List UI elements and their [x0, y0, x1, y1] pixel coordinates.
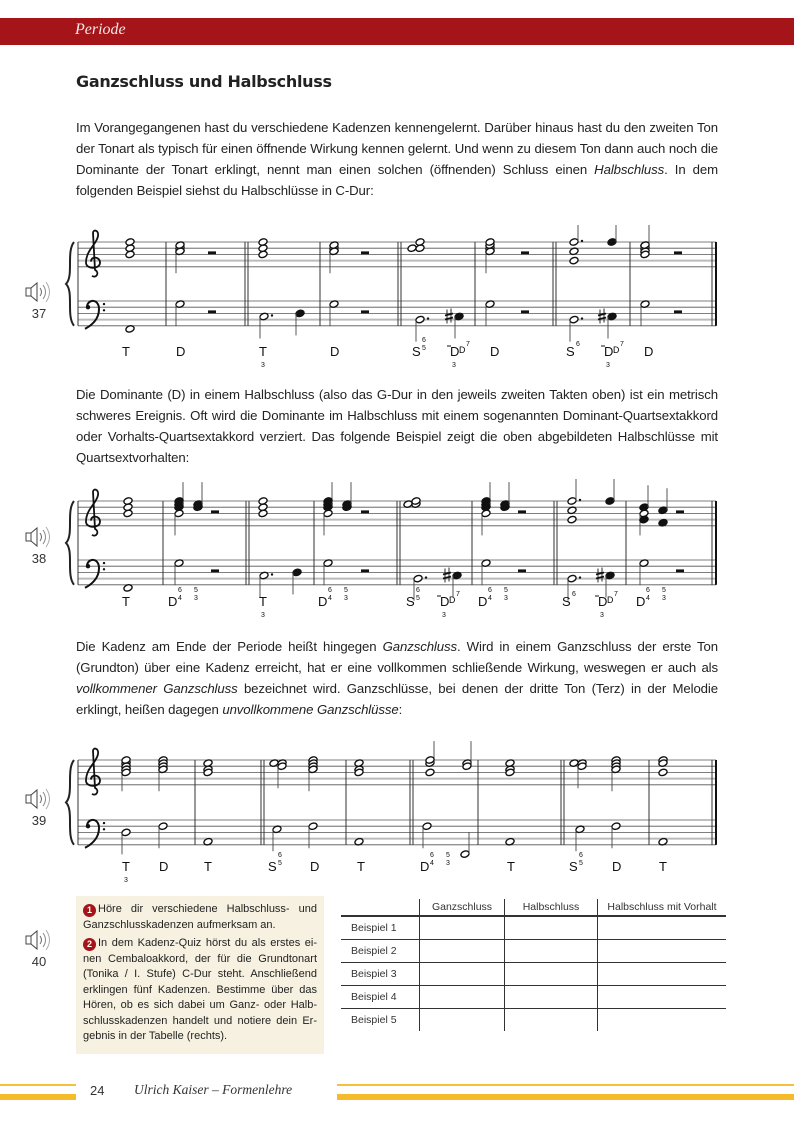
quarter-note: [292, 568, 302, 577]
superscript-line: 5: [278, 860, 282, 867]
sharp-sign: [445, 309, 453, 324]
quarter-note: [607, 238, 617, 247]
bass-clef-dot: [86, 305, 90, 309]
figured-bass-line: 3: [194, 595, 198, 602]
superscript-line: 4: [178, 595, 182, 602]
score-example-39: [0, 730, 794, 885]
section-title: Periode: [75, 21, 126, 38]
function-letter: T: [259, 594, 267, 609]
figured-bass: [446, 852, 450, 867]
brace: [66, 501, 74, 585]
figured-bass-line: 5: [662, 587, 666, 594]
function-subscript: 3: [452, 362, 456, 369]
quarter-note: [295, 309, 305, 318]
answer-table: [341, 899, 726, 1031]
function-symbol: [566, 341, 580, 359]
function-letter: T: [122, 594, 130, 609]
function-symbol: [420, 852, 450, 874]
superscript-line: 6: [178, 587, 182, 594]
function-letter: Dᴰ: [604, 344, 620, 359]
function-symbol: [168, 587, 198, 609]
treble-clef: [86, 749, 100, 795]
answer-cell[interactable]: [420, 1009, 505, 1032]
superscript-line: 7: [456, 591, 460, 598]
bass-clef-dot: [86, 564, 90, 568]
half-rest: [674, 310, 682, 313]
function-subscript: 3: [600, 612, 604, 619]
half-rest: [518, 510, 526, 513]
function-symbol: [310, 859, 319, 874]
function-superscript: [456, 591, 460, 598]
half-rest: [211, 510, 219, 513]
figured-bass: [504, 587, 508, 602]
half-note: [567, 574, 577, 583]
figured-bass-line: 5: [194, 587, 198, 594]
whole-note: [125, 238, 135, 247]
function-letter: D: [159, 859, 169, 874]
header-empty: [341, 899, 420, 916]
function-letter: T: [204, 859, 212, 874]
figured-bass: [662, 587, 666, 602]
function-letter: D: [330, 344, 340, 359]
function-subscript: 3: [261, 612, 265, 619]
paragraph-intro: [76, 117, 718, 201]
whole-note: [658, 768, 668, 777]
sharp-sign: [443, 568, 451, 583]
answer-cell[interactable]: [598, 986, 727, 1009]
augmentation-dot: [581, 317, 583, 319]
speaker-icon: [25, 928, 53, 952]
function-symbol: [176, 344, 185, 359]
function-superscript: [178, 587, 182, 602]
figured-bass-line: 5: [504, 587, 508, 594]
function-symbol: [122, 594, 130, 609]
function-subscript: 3: [606, 362, 610, 369]
answer-cell[interactable]: [505, 916, 598, 940]
answer-cell[interactable]: [420, 963, 505, 986]
function-superscript: [488, 587, 492, 602]
answer-cell[interactable]: [598, 940, 727, 963]
figured-bass-line: 5: [344, 587, 348, 594]
answer-cell[interactable]: [505, 1009, 598, 1032]
function-letter: D: [168, 594, 178, 609]
track-number: 39: [31, 813, 47, 828]
superscript-line: 7: [614, 591, 618, 598]
answer-cell[interactable]: [598, 963, 727, 986]
superscript-line: 6: [430, 852, 434, 859]
function-symbol: [636, 587, 666, 609]
whole-note: [567, 515, 577, 524]
half-rest: [208, 310, 216, 313]
half-rest: [676, 510, 684, 513]
half-note: [308, 822, 318, 831]
function-symbol: [562, 591, 576, 609]
header-halbschluss-vorhalt: Halbschluss mit Vorhalt: [598, 899, 727, 916]
function-letter: D: [310, 859, 320, 874]
whole-note: [258, 497, 268, 506]
function-letter: T: [122, 859, 130, 874]
figured-bass: [344, 587, 348, 602]
bass-clef-dot: [103, 568, 105, 570]
footer-rule: [337, 1084, 794, 1086]
function-subscript: 3: [124, 877, 128, 884]
superscript-line: 6: [422, 337, 426, 344]
function-letter: Dᴰ: [450, 344, 466, 359]
function-letter: S: [412, 344, 421, 359]
track-number: 38: [31, 551, 47, 566]
function-symbol: [659, 859, 667, 874]
bass-clef: [85, 560, 99, 588]
augmentation-dot: [579, 499, 581, 501]
brace: [66, 760, 74, 845]
quarter-note: [639, 515, 649, 524]
figured-bass-line: 3: [504, 595, 508, 602]
function-symbol: [357, 859, 365, 874]
quiz-instructions: [76, 896, 324, 1054]
treble-clef: [86, 490, 100, 536]
superscript-line: 7: [620, 341, 624, 348]
function-letter: D: [478, 594, 488, 609]
superscript-line: 6: [488, 587, 492, 594]
half-note: [413, 574, 423, 583]
whole-note: [258, 238, 268, 247]
task-1: [76, 896, 324, 933]
table-row: [341, 986, 726, 1009]
superscript-line: 5: [422, 345, 426, 352]
function-letter: T: [357, 859, 365, 874]
text: Die Kadenz am Ende der Periode heißt hingegen: [76, 639, 383, 654]
text: bezeichnet wird. Ganzschlüsse, bei denen der dritte Ton (Terz) in der Melodie erklingt, heißen dagegen: [76, 681, 718, 717]
function-letter: Dᴰ: [598, 594, 614, 609]
function-superscript: [430, 852, 434, 867]
brace: [66, 242, 74, 326]
half-rest: [361, 569, 369, 572]
figured-bass-line: 5: [446, 852, 450, 859]
emphasis-vollkommener: vollkommener Ganzschluss: [76, 681, 238, 696]
section-header-bar: [0, 18, 794, 45]
function-letter: D: [420, 859, 430, 874]
half-rest: [676, 569, 684, 572]
function-symbol: [478, 587, 508, 609]
header-ganzschluss: Ganzschluss: [420, 899, 505, 916]
function-superscript: [576, 341, 580, 348]
function-symbol: [204, 859, 212, 874]
function-superscript: [328, 587, 332, 602]
answer-cell[interactable]: [420, 986, 505, 1009]
function-letter: D: [176, 344, 186, 359]
whole-note: [415, 238, 425, 247]
augmentation-dot: [427, 317, 429, 319]
function-letter: T: [507, 859, 515, 874]
function-superscript: [614, 591, 618, 598]
bass-clef: [85, 301, 99, 329]
function-letter: Dᴰ: [440, 594, 456, 609]
figured-bass-line: 3: [662, 595, 666, 602]
half-rest: [518, 569, 526, 572]
table-row: [341, 963, 726, 986]
half-note: [158, 822, 168, 831]
half-note: [611, 822, 621, 831]
superscript-line: 6: [278, 852, 282, 859]
half-rest: [361, 251, 369, 254]
bass-clef-dot: [103, 822, 105, 824]
footer-rule: [0, 1084, 76, 1086]
half-note: [415, 315, 425, 324]
augmentation-dot: [271, 573, 273, 575]
audio-example-40[interactable]: [24, 928, 54, 969]
track-number: 37: [31, 306, 47, 321]
paragraph-ganzschluss: [76, 636, 718, 720]
half-rest: [521, 310, 529, 313]
function-subscript: 3: [261, 362, 265, 369]
function-superscript: [278, 852, 282, 867]
function-letter: S: [566, 344, 575, 359]
treble-clef: [86, 231, 100, 277]
half-note: [460, 850, 470, 859]
superscript-line: 7: [466, 341, 470, 348]
function-symbol: [318, 587, 348, 609]
function-symbol: [507, 859, 515, 874]
function-superscript: [620, 341, 624, 348]
half-note: [422, 822, 432, 831]
task-2-text: In dem Kadenz-Quiz hörst du als erstes einen Cembaloakkord, der für die Grundtonart (Tonika / I. Stufe) C-Dur steht. Anschließend erklingen fünf Kadenzen. Bestimme über das Hören, ob es sich dabei um Ganz- oder Halbschlusskadenzen handelt und notiere dein Ergebnis in der Tabelle (rechts).: [83, 937, 317, 1042]
function-symbol: [259, 594, 267, 619]
answer-cell[interactable]: [420, 916, 505, 940]
augmentation-dot: [579, 576, 581, 578]
task-number-badge: 2: [83, 938, 96, 951]
augmentation-dot: [425, 576, 427, 578]
row-label: Beispiel 5: [351, 1014, 397, 1026]
answer-cell[interactable]: [505, 963, 598, 986]
quarter-note: [605, 497, 615, 506]
table-row: [341, 916, 726, 940]
footer-rule: [0, 1094, 76, 1100]
function-symbol: [644, 344, 653, 359]
superscript-line: 4: [646, 595, 650, 602]
bass-clef-dot: [103, 828, 105, 830]
function-symbol: [412, 337, 426, 359]
function-symbol: [601, 341, 624, 369]
text: Im Vorangegangenen hast du verschiedene Kadenzen kennengelernt. Darüber hinaus hast du den zweiten Ton der Tonart als typisch für einen öffnende Wirkung kennen gelernt. Und wenn zu diesem Ton dann auch noch die Dominante der Tonart erklingt, nennt man einen solchen (öffnenden) Schluss einen: [76, 120, 718, 177]
function-symbol: [259, 344, 267, 369]
emphasis-unvollkommene: unvollkommene Ganzschlüsse: [222, 702, 399, 717]
function-superscript: [572, 591, 576, 598]
function-letter: D: [636, 594, 646, 609]
whole-note: [569, 256, 579, 265]
answer-cell[interactable]: [505, 940, 598, 963]
augmentation-dot: [581, 240, 583, 242]
half-note: [121, 828, 131, 837]
function-letter: T: [659, 859, 667, 874]
function-letter: S: [406, 594, 415, 609]
function-symbol: [612, 859, 621, 874]
superscript-line: 5: [416, 595, 420, 602]
function-letter: D: [490, 344, 500, 359]
text: :: [398, 702, 403, 717]
track-number: 40: [31, 954, 47, 969]
sharp-sign: [598, 309, 606, 324]
superscript-line: 5: [579, 860, 583, 867]
bass-clef-dot: [103, 562, 105, 564]
function-symbol: [122, 859, 130, 884]
figured-bass-line: 3: [446, 860, 450, 867]
answer-cell[interactable]: [420, 940, 505, 963]
superscript-line: 6: [576, 341, 580, 348]
score-example-38: [0, 470, 794, 620]
half-rest: [521, 251, 529, 254]
page-title: Ganzschluss und Halbschluss: [76, 72, 332, 91]
function-letter: S: [569, 859, 578, 874]
emphasis-ganzschluss: Ganzschluss: [382, 639, 457, 654]
figured-bass-line: 3: [344, 595, 348, 602]
superscript-line: 4: [430, 860, 434, 867]
row-label: Beispiel 4: [341, 986, 420, 1009]
sharp-sign: [596, 568, 604, 583]
text: . Wird in einem Ganzschluss der erste Ton (Grundton) über eine Kadenz erreicht, hat er eine vollkommen schließende Wirkung, weswegen er auch als: [76, 639, 719, 675]
function-superscript: [422, 337, 426, 352]
row-label: Beispiel 2: [341, 940, 420, 963]
function-symbol: [268, 852, 282, 874]
function-subscript: 3: [442, 612, 446, 619]
answer-cell[interactable]: [505, 986, 598, 1009]
superscript-line: 4: [328, 595, 332, 602]
score-example-37: [0, 225, 794, 370]
function-symbol: [159, 859, 168, 874]
half-note: [569, 238, 579, 247]
half-rest: [208, 251, 216, 254]
superscript-line: 6: [572, 591, 576, 598]
header-halbschluss: Halbschluss: [505, 899, 598, 916]
superscript-line: 6: [646, 587, 650, 594]
paragraph-dominant: Die Dominante (D) in einem Halbschluss (also das G-Dur in den jeweils zweiten Takten oben) ist ein metrisch schweres Ereignis. Oft wird die Dominante im Halbschluss mit einem sogenannten Dominant-Quartsextakkord oder Vorhalts-Quartsextakkord verziert. Das folgende Beispiel zeigt die oben abgebildeten Halbschlüsse mit Quartsextvorhalten:: [76, 387, 718, 465]
function-superscript: [466, 341, 470, 348]
bass-clef: [85, 820, 99, 848]
table-row: [341, 1009, 726, 1032]
augmentation-dot: [271, 314, 273, 316]
function-symbol: [595, 591, 618, 619]
half-note: [567, 497, 577, 506]
footer-rule: [337, 1094, 794, 1100]
bass-clef-dot: [103, 303, 105, 305]
half-rest: [361, 310, 369, 313]
function-letter: S: [562, 594, 571, 609]
function-symbol: [490, 344, 499, 359]
superscript-line: 4: [488, 595, 492, 602]
function-letter: T: [122, 344, 130, 359]
half-rest: [361, 510, 369, 513]
function-letter: D: [612, 859, 622, 874]
function-symbol: [437, 591, 460, 619]
half-rest: [674, 251, 682, 254]
row-label: Beispiel 3: [341, 963, 420, 986]
function-superscript: [416, 587, 420, 602]
task-2: [76, 936, 324, 1045]
half-note: [569, 315, 579, 324]
book-title: Ulrich Kaiser – Formenlehre: [134, 1082, 293, 1097]
function-superscript: [646, 587, 650, 602]
row-label: Beispiel 1: [341, 916, 420, 940]
function-letter: S: [268, 859, 277, 874]
function-symbol: [447, 341, 470, 369]
function-superscript: [579, 852, 583, 867]
bass-clef-dot: [103, 309, 105, 311]
answer-cell[interactable]: [598, 916, 727, 940]
function-letter: D: [318, 594, 328, 609]
whole-note: [425, 768, 435, 777]
task-number-badge: 1: [83, 904, 96, 917]
figured-bass: [194, 587, 198, 602]
function-symbol: [330, 344, 339, 359]
table-header-row: [341, 899, 726, 916]
function-symbol: [122, 344, 130, 359]
table-row: [341, 940, 726, 963]
superscript-line: 6: [416, 587, 420, 594]
half-rest: [211, 569, 219, 572]
function-letter: D: [644, 344, 654, 359]
text: . In dem folgenden Beispiel siehst du Halbschlüsse in C-Dur:: [76, 162, 718, 198]
page-number: 24: [90, 1083, 105, 1098]
function-symbol: [569, 852, 583, 874]
whole-note: [123, 497, 133, 506]
task-1-text: Höre dir verschiedene Halbschluss- und Ganzschlusskadenzen aufmerksam an.: [83, 903, 317, 931]
function-letter: T: [259, 344, 267, 359]
emphasis-halbschluss: Halbschluss: [594, 162, 665, 177]
answer-cell[interactable]: [598, 1009, 727, 1032]
superscript-line: 6: [579, 852, 583, 859]
superscript-line: 6: [328, 587, 332, 594]
function-symbol: [406, 587, 420, 609]
bass-clef-dot: [86, 824, 90, 828]
